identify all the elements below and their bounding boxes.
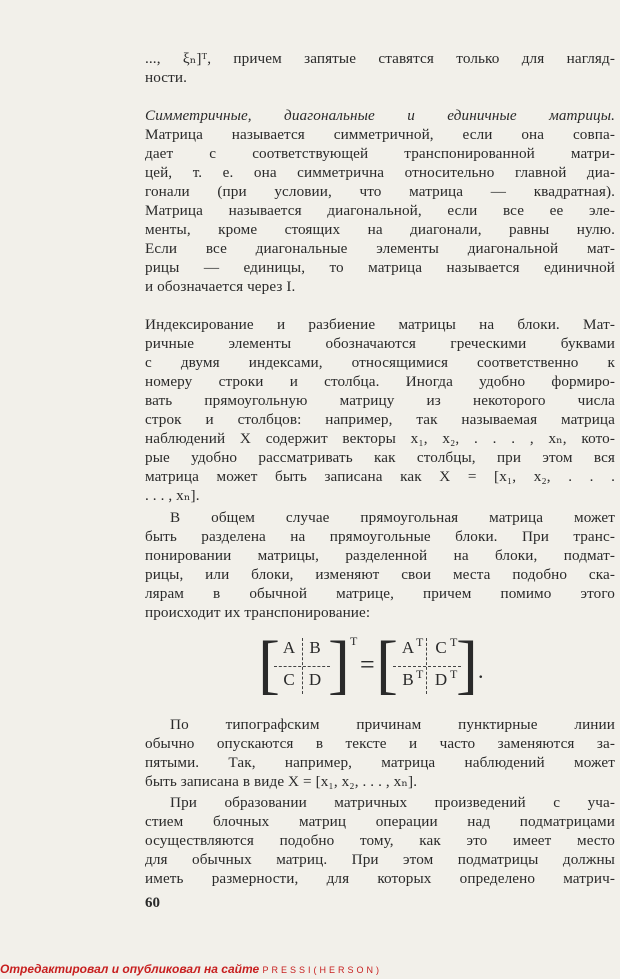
text-line: вать прямоугольную матрицу из некоторого числа bbox=[145, 392, 615, 409]
transpose-mark: T bbox=[450, 635, 458, 649]
text-line: менты, кроме стоящих на диагонали, равны нулю. bbox=[145, 221, 615, 238]
matrix-cell: C bbox=[435, 638, 447, 657]
text-line: При образовании матричных произведений с уча- bbox=[170, 794, 615, 811]
equation-period: . bbox=[478, 658, 484, 683]
text-line: Матрица называется диагональной, если все ее эле- bbox=[145, 202, 615, 219]
text-line: номеру строки и столбца. Иногда удобно формиро- bbox=[145, 373, 615, 390]
block-matrix-equation bbox=[258, 628, 498, 702]
left-bracket: [ bbox=[376, 628, 398, 701]
text-line: для обычных матриц. При этом подматрицы должны bbox=[145, 851, 615, 868]
text-line: с двумя индексами, относящимися соответственно к bbox=[145, 354, 615, 371]
text-line: лярам в обычной матрице, причем помимо этого bbox=[145, 585, 615, 602]
section-heading-indexing: Индексирование и разбиение матрицы на блоки. Мат- bbox=[145, 316, 615, 333]
matrix-cell: A bbox=[282, 638, 296, 657]
text-line: В общем случае прямоугольная матрица может bbox=[170, 509, 615, 526]
text-line: цей, т. е. она симметрична относительно главной диа- bbox=[145, 164, 615, 181]
text-line: происходит их транспонирование: bbox=[145, 604, 371, 621]
text-line: ности. bbox=[145, 69, 188, 86]
matrix-cell: B bbox=[309, 638, 321, 657]
right-bracket: ] bbox=[456, 628, 478, 701]
transpose-mark: T bbox=[416, 635, 424, 649]
dashed-divider bbox=[302, 638, 303, 694]
text-line: рые удобно рассматривать как столбцы, при этом вся bbox=[145, 449, 615, 466]
matrix-cell: C bbox=[283, 670, 295, 689]
text-line: и обозначается через I. bbox=[145, 278, 296, 295]
matrix-cell: B bbox=[402, 670, 414, 689]
transpose-mark: T bbox=[350, 634, 358, 648]
text-line: рицы — единицы, то матрица называется единичной bbox=[145, 259, 615, 276]
text-line: быть записана в виде X = [x₁, x₂, . . . , xₙ]. bbox=[145, 773, 418, 790]
footer-text: Отредактировал и опубликовал на сайте bbox=[0, 962, 260, 976]
text-line: . . . , xₙ]. bbox=[145, 487, 200, 504]
text-line: стием блочных матриц операции над подматрицами bbox=[145, 813, 615, 830]
transpose-mark: T bbox=[450, 667, 458, 681]
text-line: быть разделена на прямоугольные блоки. При транс- bbox=[145, 528, 615, 545]
left-bracket: [ bbox=[258, 628, 280, 701]
right-bracket: ] bbox=[328, 628, 350, 701]
text-line: Матрица называется симметричной, если она совпа- bbox=[145, 126, 615, 143]
publisher-footer bbox=[0, 960, 620, 978]
dashed-divider bbox=[393, 666, 461, 667]
text-line: осуществляются подобно тому, как это имеет место bbox=[145, 832, 615, 849]
text-line: Если все диагональные элементы диагональной мат- bbox=[145, 240, 615, 257]
footer-brand: PRESSI(HERSON) bbox=[262, 965, 383, 975]
text-line: ..., ξₙ]ᵀ, причем запятые ставятся только для нагляд- bbox=[145, 50, 615, 67]
text-line: строк и столбцов: например, так называемая матрица bbox=[145, 411, 615, 428]
equals-sign: = bbox=[360, 650, 375, 679]
text-line: ричные элементы обозначаются греческими буквами bbox=[145, 335, 615, 352]
section-heading-symmetric: Симметричные, диагональные и единичные матрицы. bbox=[145, 107, 615, 124]
page-number: 60 bbox=[145, 895, 160, 911]
text-line: обычно опускаются в тексте и часто заменяются за- bbox=[145, 735, 615, 752]
matrix-cell: D bbox=[308, 670, 322, 689]
transpose-mark: T bbox=[416, 667, 424, 681]
matrix-cell: A bbox=[401, 638, 415, 657]
text-line: понировании матрицы, разделенной на блоки, подмат- bbox=[145, 547, 615, 564]
text-line: матрица может быть записана как X = [x₁, x₂, . . . bbox=[145, 468, 615, 485]
text-line: пятыми. Так, например, матрица наблюдений может bbox=[145, 754, 615, 771]
text-line: наблюдений X содержит векторы x₁, x₂, . . . , xₙ, кото- bbox=[145, 430, 615, 447]
text-line: гонали (при условии, что матрица — квадратная). bbox=[145, 183, 615, 200]
text-line: рицы, или блоки, изменяют свои места подобно ска- bbox=[145, 566, 615, 583]
text-line: дает с соответствующей транспонированной матри- bbox=[145, 145, 615, 162]
dashed-divider bbox=[426, 638, 427, 694]
matrix-cell: D bbox=[434, 670, 448, 689]
text-line: По типографским причинам пунктирные линии bbox=[170, 716, 615, 733]
text-line: иметь размерности, для которых определено матрич- bbox=[145, 870, 615, 887]
